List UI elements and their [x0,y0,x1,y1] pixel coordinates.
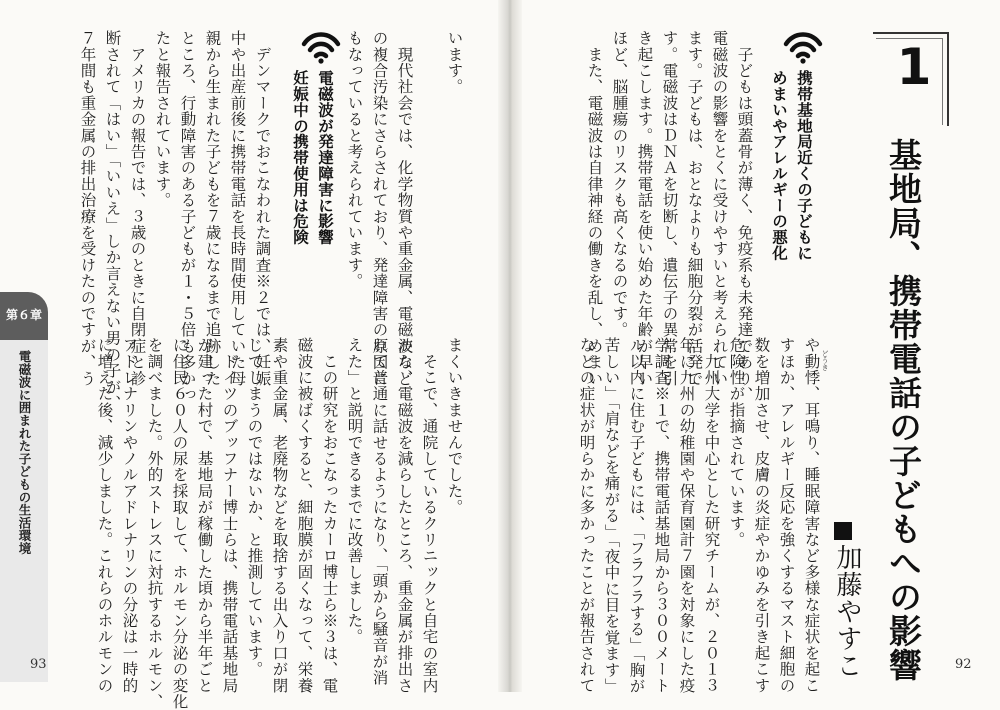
chapter-title-line-1: 基地局、携帯電話の子どもへの影響 [884,138,923,682]
section-heading-line-1: 携帯基地局近くの子どもに [795,70,813,261]
body-line: の複合汚染にさらされており、発達障害の原因に [370,30,389,387]
chapter-tab-title: 電磁波に囲まれた子どもの生活環境 [17,350,32,555]
body-line: から、電磁波を減らしたところ、重金属が排出さ [395,337,414,694]
body-line: 親から生まれた子どもを７歳になるまで追跡した [203,30,222,387]
body-line: 中や出産前後に携帯電話を長時間使用していた母 [228,30,247,387]
body-line: を調べました。外的ストレスに対抗するホルモン、 [145,337,164,710]
body-line: ７年間も重金属の排出治療を受けたのですが、う [78,30,97,387]
body-line: もなっていると考えられています。 [345,30,364,290]
body-line: 磁波に被ばくすると、細胞膜が固くなって、栄養 [295,337,314,694]
book-gutter [498,0,522,692]
body-line: 年に九州の幼稚園や保育園計７園を対象にした疫 [677,337,696,694]
chapter-number: 1 [896,38,932,96]
body-line: ル以内に住む子どもには、「フラフラする」「胸が [627,337,646,695]
wifi-signal-icon [300,30,342,64]
body-line: 数を増加させ、皮膚の炎症やかゆみを引き起こす [752,337,771,694]
body-line: そこで、通院しているクリニックと自宅の室内 [420,337,439,694]
body-line: 苦しい」「肩などを痛がる」「夜中に目を覚ます」 [602,337,621,695]
body-line: 素や重金属、老廃物などを取捨する出入り口が閉 [270,337,289,694]
body-line: まくいきませんでした。 [445,337,464,516]
body-line: また、電磁波は自律神経の働きを乱し、めまい [585,30,604,387]
author-name: 加藤やすこ [832,544,862,679]
page-number-left: 93 [30,657,47,672]
page-number-right: 92 [955,657,972,672]
body-line: たと報告されています。 [153,30,172,209]
black-square-icon [834,522,852,540]
body-line: に増えた後、減少しました。これらのホルモンの [95,337,114,694]
body-line: この研究をおこなったカーロ博士ら※３は、電 [320,337,339,694]
body-line: アメリカの報告では、３歳のときに自閉症と診 [128,30,147,387]
body-line: ところ、行動障害のある子どもが１・５倍も多かっ [178,30,197,403]
body-line: すほか、アレルギー反応を強くするマスト細胞の [777,337,796,694]
body-line: います。 [445,30,464,95]
body-line: れて普通に話せるようになり、「頭から騒音が消 [370,337,389,686]
body-line: 電磁波の影響をとくに受けやすいと考えられてい [710,30,729,387]
body-line: えた」と説明できるまでに改善しました。 [345,337,364,645]
body-line: き起こします。携帯電話を使い始めた年齢が早い [635,30,654,387]
body-line: す。電磁波はＤＮＡを切断し、遺伝子の異常を引 [660,30,679,387]
section-heading-line-2: 妊娠中の携帯使用は危険 [291,70,309,245]
body-line: ほど、脳腫瘍のリスクも高くなるのです。 [610,30,629,338]
body-line: や動悸、耳鳴り、睡眠障害など多様な症状を起こ [802,337,821,694]
body-line: 断されて「はい」「いいえ」しか言えない男の子が、 [103,30,122,412]
section-heading-line-2: めまいやアレルギーの悪化 [770,70,788,261]
chapter-side-tab [0,292,48,682]
body-line: が建った村で、基地局が稼働した頃から半年ごと [195,337,214,694]
body-line: に住民６０人の尿を採取して、ホルモン分泌の変化 [170,337,189,710]
body-line: 危険性が指摘されています。 [727,337,746,548]
body-line: 学調査※１で、携帯電話基地局から３００メート [652,337,671,694]
body-line: 子どもは頭蓋骨が薄く、免疫系も未発達であり、 [735,30,754,403]
section-heading-line-1: 電磁波が発達障害に影響 [316,70,334,245]
body-line: デンマークでおこなわれた調査※２では、妊娠 [253,30,272,387]
body-line: ドイツのブッフナー博士らは、携帯電話基地局 [220,337,239,694]
body-line: 九州大学を中心とした研究チームが、２０１３ [702,337,721,694]
body-line: 現代社会では、化学物質や重金属、電磁波など [395,30,414,387]
chapter-tab-label: 第６章 [0,292,48,340]
body-line: ます。子どもは、おとなよりも細胞分裂が活発で [685,30,704,387]
body-line: じてしまうのではないか、と推測しています。 [245,337,264,678]
wifi-signal-icon [782,30,824,64]
ruby-annotation: どうき [821,350,829,371]
body-line: アドレナリンやノルアドレナリンの分泌は一時的 [120,337,139,694]
body-line: などの症状が明らかに多かったことが報告されて [577,337,596,694]
